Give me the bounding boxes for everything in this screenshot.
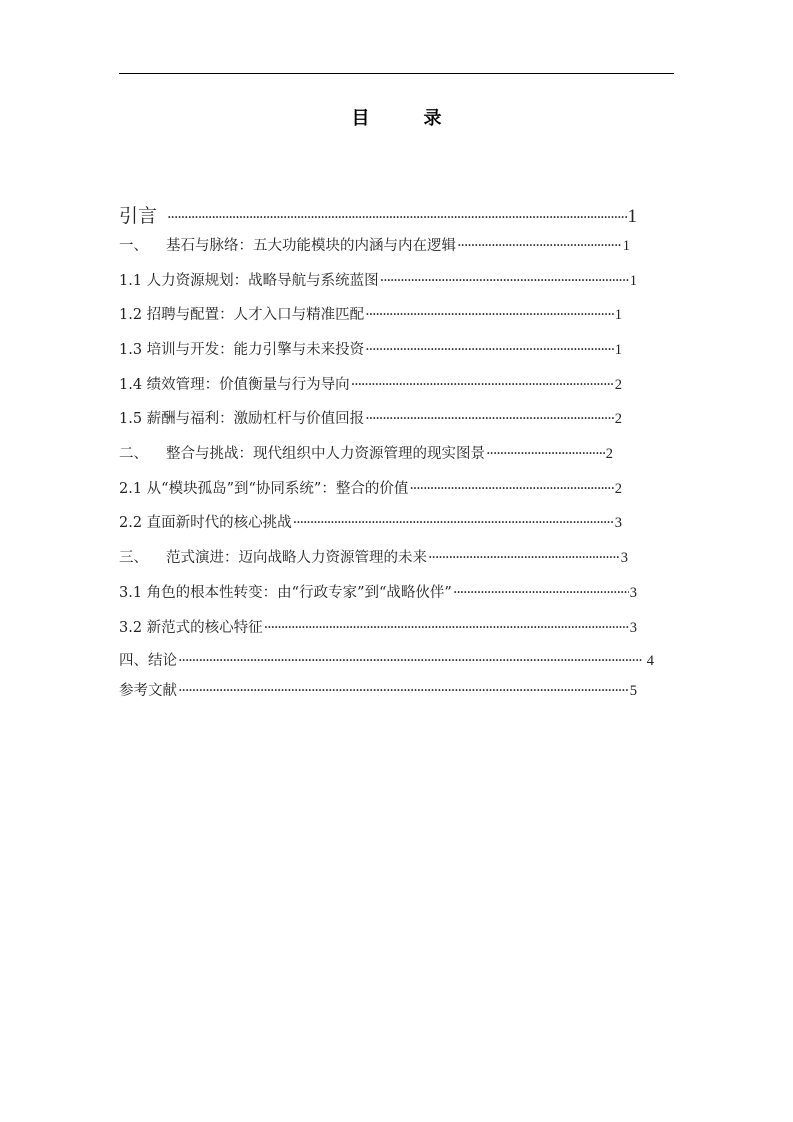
toc-entry[interactable]	[119, 338, 622, 358]
toc-leader	[293, 515, 614, 531]
toc-entry[interactable]	[119, 616, 637, 636]
toc-leader	[365, 342, 614, 358]
toc-page-number: 3	[629, 585, 637, 601]
toc-entry[interactable]	[119, 649, 654, 669]
toc-entry-label: 1.1 人力资源规划：战略导航与系统蓝图	[119, 273, 379, 289]
toc-entry-label: 1.3 培训与开发：能力引擎与未来投资	[119, 342, 365, 358]
toc-leader	[457, 238, 622, 254]
toc-page-number: 2	[614, 377, 622, 393]
toc-entry-number: 三、	[119, 550, 148, 566]
toc-leader	[486, 446, 605, 462]
toc-entry-label: 引言	[119, 205, 158, 227]
toc-entry-label: 1.5 薪酬与福利：激励杠杆与价值回报	[119, 411, 365, 427]
toc-entry[interactable]	[119, 373, 622, 393]
toc-leader	[409, 481, 613, 497]
toc-leader	[380, 273, 629, 289]
toc-leader	[167, 210, 626, 226]
toc-entry-number: 二、	[119, 446, 148, 462]
toc-leader	[264, 620, 629, 636]
toc-page-number: 3	[629, 620, 637, 636]
page-title: 目 录	[351, 108, 460, 129]
toc-entry[interactable]	[119, 679, 637, 699]
toc-entry-label: 3.1 角色的根本性转变：由“行政专家”到“战略伙伴”	[119, 585, 452, 601]
toc-entry-number: 一、	[119, 238, 148, 254]
toc-entry[interactable]	[119, 546, 628, 566]
toc-entry[interactable]	[119, 269, 637, 289]
toc-page-number: 2	[605, 446, 613, 462]
toc-entry-label: 基石与脉络：五大功能模块的内涵与内在逻辑	[166, 238, 456, 254]
toc-page-number: 2	[614, 411, 622, 427]
toc-entry-label: 范式演进：迈向战略人力资源管理的未来	[166, 550, 427, 566]
toc-page-number: 2	[614, 481, 622, 497]
toc-page-number: 1	[629, 273, 637, 289]
toc-page-number: 1	[627, 206, 637, 227]
toc-page-number: 3	[620, 550, 628, 566]
toc-entry-label: 1.4 绩效管理：价值衡量与行为导向	[119, 377, 350, 393]
toc-leader	[453, 585, 629, 601]
toc-entry-label: 2.2 直面新时代的核心挑战	[119, 515, 292, 531]
toc-leader	[365, 307, 614, 323]
header-rule	[119, 73, 674, 74]
toc-leader	[178, 653, 646, 669]
toc-leader	[365, 411, 614, 427]
toc-entry[interactable]	[119, 201, 637, 227]
toc-page-number: 5	[629, 683, 637, 699]
toc-entry[interactable]	[119, 511, 622, 531]
toc-entry-label: 参考文献	[119, 683, 177, 699]
toc-entry[interactable]	[119, 477, 622, 497]
toc-entry[interactable]	[119, 581, 637, 601]
toc-entry[interactable]	[119, 407, 622, 427]
toc-entry-label: 1.2 招聘与配置：人才入口与精准匹配	[119, 307, 365, 323]
toc-page-number: 1	[622, 238, 630, 254]
toc-leader	[351, 377, 614, 393]
toc-page-number: 1	[614, 342, 622, 358]
toc-page-number: 3	[614, 515, 622, 531]
toc-entry[interactable]	[119, 303, 622, 323]
toc-entry-label: 3.2 新范式的核心特征	[119, 620, 263, 636]
toc-entry[interactable]	[119, 442, 613, 462]
toc-entry-label: 整合与挑战：现代组织中人力资源管理的现实图景	[166, 446, 485, 462]
toc-entry-label: 四、结论	[119, 653, 177, 669]
toc-leader	[178, 683, 629, 699]
toc-leader	[428, 550, 620, 566]
toc-entry-label: 2.1 从“模块孤岛”到“协同系统”：整合的价值	[119, 481, 409, 497]
toc-entry[interactable]	[119, 234, 630, 254]
toc-page-number: 4	[646, 653, 654, 669]
toc-page-number: 1	[614, 307, 622, 323]
